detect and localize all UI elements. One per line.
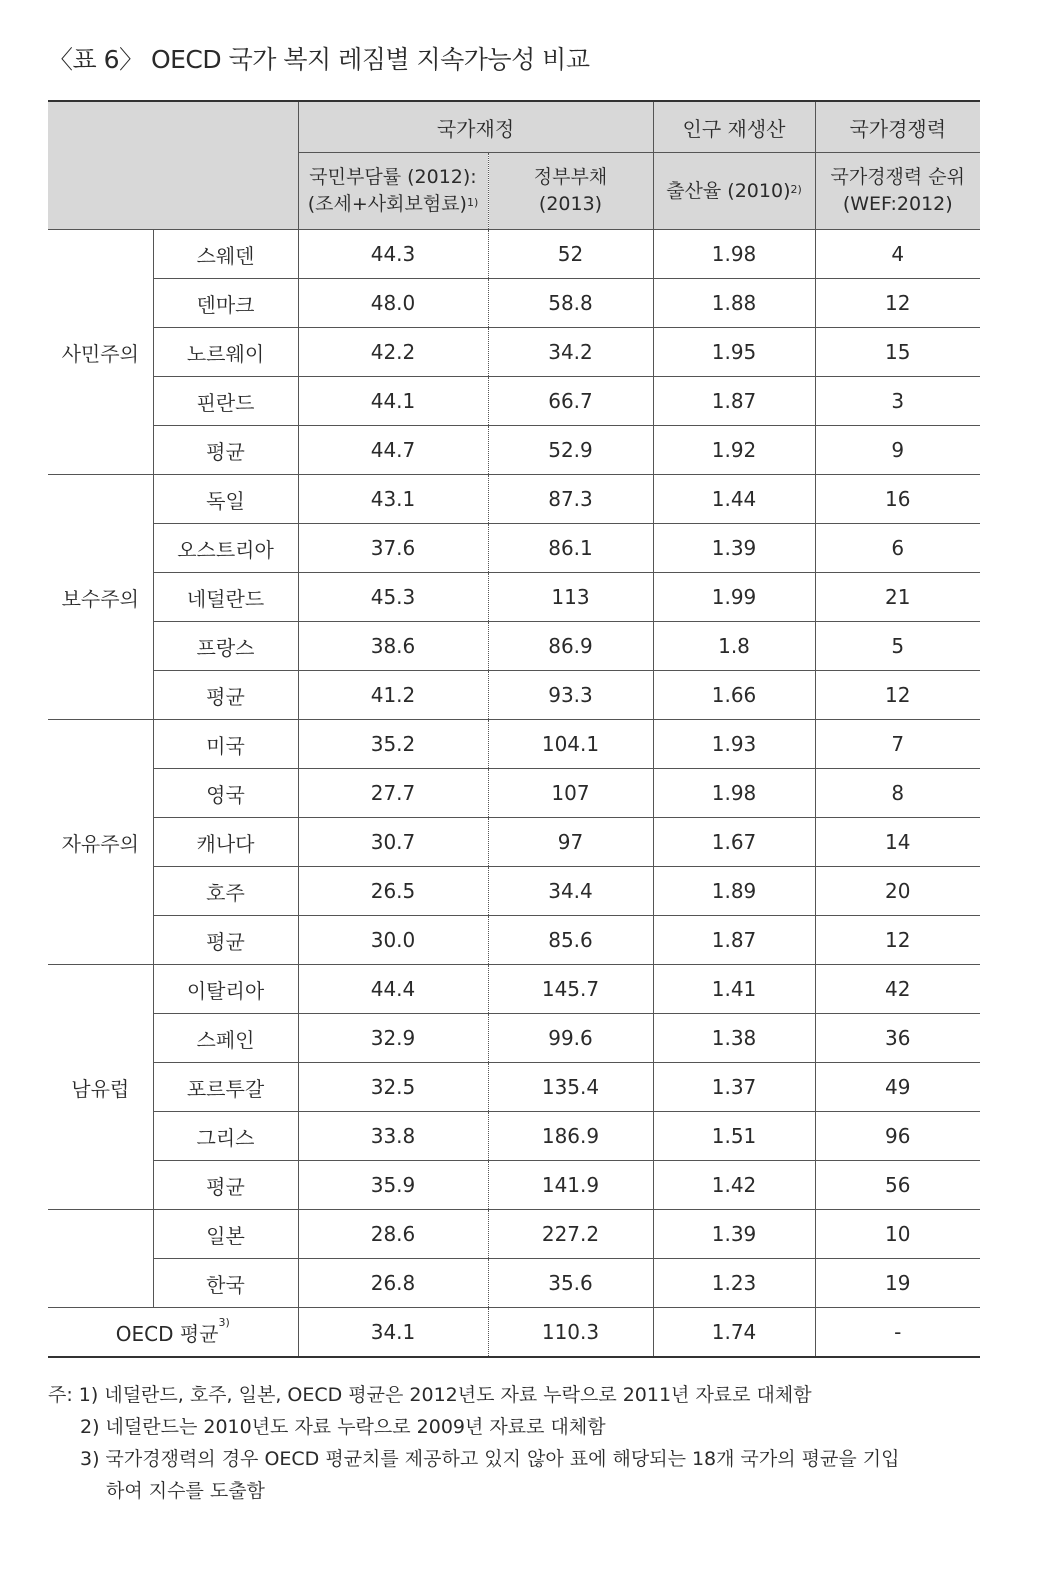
debt-cell: 86.9 <box>488 622 653 671</box>
debt-cell: 34.2 <box>488 328 653 377</box>
debt-cell: 52 <box>488 230 653 279</box>
birth-cell: 1.93 <box>653 720 815 769</box>
birth-cell: 1.51 <box>653 1112 815 1161</box>
header-birth <box>653 153 815 230</box>
header-corner <box>48 101 298 230</box>
burden-cell: 33.8 <box>298 1112 488 1161</box>
debt-cell: 87.3 <box>488 475 653 524</box>
debt-cell: 86.1 <box>488 524 653 573</box>
debt-cell: 113 <box>488 573 653 622</box>
birth-cell: 1.99 <box>653 573 815 622</box>
birth-cell: 1.8 <box>653 622 815 671</box>
burden-cell: 27.7 <box>298 769 488 818</box>
burden-cell: 30.0 <box>298 916 488 965</box>
rank-cell: 56 <box>815 1161 980 1210</box>
birth-cell: 1.42 <box>653 1161 815 1210</box>
birth-cell: 1.98 <box>653 769 815 818</box>
burden-cell: 44.4 <box>298 965 488 1014</box>
table-row <box>48 573 980 622</box>
birth-cell: 1.88 <box>653 279 815 328</box>
rank-cell: 21 <box>815 573 980 622</box>
birth-cell: 1.44 <box>653 475 815 524</box>
table-row <box>48 720 980 769</box>
regime-group-label: 자유주의 <box>48 720 153 965</box>
burden-cell: 41.2 <box>298 671 488 720</box>
country-cell: 스페인 <box>153 1014 298 1063</box>
debt-cell: 135.4 <box>488 1063 653 1112</box>
burden-cell: 26.5 <box>298 867 488 916</box>
burden-cell: 35.9 <box>298 1161 488 1210</box>
country-cell: 스웨덴 <box>153 230 298 279</box>
header-burden-line1: 국민부담률 (2012): <box>309 166 477 188</box>
table-row <box>48 769 980 818</box>
country-cell: 호주 <box>153 867 298 916</box>
debt-cell: 93.3 <box>488 671 653 720</box>
rank-cell: 7 <box>815 720 980 769</box>
rank-cell: 9 <box>815 426 980 475</box>
rank-cell: 20 <box>815 867 980 916</box>
sustainability-table <box>48 100 980 1358</box>
country-cell: 독일 <box>153 475 298 524</box>
footnote-1: 주: 1) 네덜란드, 호주, 일본, OECD 평균은 2012년도 자료 누락으로 2011년 자료로 대체함 <box>48 1384 812 1406</box>
rank-cell: 3 <box>815 377 980 426</box>
header-rank <box>815 153 980 230</box>
header-population: 인구 재생산 <box>653 101 815 153</box>
country-cell: 평균 <box>153 426 298 475</box>
burden-cell: 44.7 <box>298 426 488 475</box>
table-title: 〈표 6〉 OECD 국가 복지 레짐별 지속가능성 비교 <box>48 45 590 74</box>
birth-cell: 1.38 <box>653 1014 815 1063</box>
rank-cell: 10 <box>815 1210 980 1259</box>
table-row <box>48 475 980 524</box>
table-row <box>48 1210 980 1259</box>
rank-cell: 15 <box>815 328 980 377</box>
birth-cell: 1.98 <box>653 230 815 279</box>
rank-cell: 49 <box>815 1063 980 1112</box>
birth-cell: 1.39 <box>653 1210 815 1259</box>
birth-cell: 1.37 <box>653 1063 815 1112</box>
header-burden-line2: (조세+사회보험료) <box>307 193 467 215</box>
table-row <box>48 965 980 1014</box>
table-row <box>48 867 980 916</box>
debt-cell: 52.9 <box>488 426 653 475</box>
burden-cell: 35.2 <box>298 720 488 769</box>
burden-cell: 42.2 <box>298 328 488 377</box>
oecd-burden-cell: 34.1 <box>298 1308 488 1358</box>
debt-cell: 85.6 <box>488 916 653 965</box>
country-cell: 네덜란드 <box>153 573 298 622</box>
footnotes <box>48 1379 988 1507</box>
table-row <box>48 524 980 573</box>
table-row <box>48 279 980 328</box>
rank-cell: 16 <box>815 475 980 524</box>
footnote-marker-2: 2) <box>790 182 802 196</box>
rank-cell: 42 <box>815 965 980 1014</box>
debt-cell: 141.9 <box>488 1161 653 1210</box>
rank-cell: 12 <box>815 916 980 965</box>
table-row <box>48 1063 980 1112</box>
table-row <box>48 328 980 377</box>
debt-cell: 35.6 <box>488 1259 653 1308</box>
country-cell: 그리스 <box>153 1112 298 1161</box>
debt-cell: 107 <box>488 769 653 818</box>
rank-cell: 36 <box>815 1014 980 1063</box>
header-debt-line2: (2013) <box>538 193 603 215</box>
oecd-label-text: OECD 평균 <box>115 1321 219 1346</box>
birth-cell: 1.66 <box>653 671 815 720</box>
rank-cell: 6 <box>815 524 980 573</box>
burden-cell: 32.9 <box>298 1014 488 1063</box>
regime-group-label: 남유럽 <box>48 965 153 1210</box>
rank-cell: 5 <box>815 622 980 671</box>
regime-group-label: 사민주의 <box>48 230 153 475</box>
debt-cell: 227.2 <box>488 1210 653 1259</box>
rank-cell: 4 <box>815 230 980 279</box>
country-cell: 핀란드 <box>153 377 298 426</box>
oecd-birth-cell: 1.74 <box>653 1308 815 1358</box>
country-cell: 미국 <box>153 720 298 769</box>
table-row <box>48 377 980 426</box>
header-rank-line1: 국가경쟁력 순위 <box>830 166 966 188</box>
burden-cell: 30.7 <box>298 818 488 867</box>
birth-cell: 1.41 <box>653 965 815 1014</box>
header-debt-line1: 정부부채 <box>533 166 608 188</box>
birth-cell: 1.87 <box>653 916 815 965</box>
rank-cell: 96 <box>815 1112 980 1161</box>
regime-group-label: 보수주의 <box>48 475 153 720</box>
footnote-marker-1: 1) <box>466 196 479 209</box>
oecd-debt-cell: 110.3 <box>488 1308 653 1358</box>
birth-cell: 1.89 <box>653 867 815 916</box>
header-competitiveness: 국가경쟁력 <box>815 101 980 153</box>
burden-cell: 43.1 <box>298 475 488 524</box>
debt-cell: 34.4 <box>488 867 653 916</box>
burden-cell: 28.6 <box>298 1210 488 1259</box>
country-cell: 평균 <box>153 916 298 965</box>
footnote-marker-3: 3) <box>218 1315 230 1329</box>
country-cell: 평균 <box>153 1161 298 1210</box>
debt-cell: 99.6 <box>488 1014 653 1063</box>
debt-cell: 58.8 <box>488 279 653 328</box>
table-row <box>48 622 980 671</box>
table-row <box>48 818 980 867</box>
footnote-3-cont: 하여 지수를 도출함 <box>106 1480 265 1502</box>
oecd-average-row <box>48 1308 980 1358</box>
country-cell: 포르투갈 <box>153 1063 298 1112</box>
table-row <box>48 1112 980 1161</box>
country-cell: 일본 <box>153 1210 298 1259</box>
debt-cell: 97 <box>488 818 653 867</box>
table-row <box>48 1259 980 1308</box>
header-burden <box>298 153 488 230</box>
rank-cell: 12 <box>815 671 980 720</box>
burden-cell: 32.5 <box>298 1063 488 1112</box>
burden-cell: 48.0 <box>298 279 488 328</box>
country-cell: 평균 <box>153 671 298 720</box>
header-debt <box>488 153 653 230</box>
rank-cell: 8 <box>815 769 980 818</box>
burden-cell: 44.1 <box>298 377 488 426</box>
table-row <box>48 230 980 279</box>
birth-cell: 1.87 <box>653 377 815 426</box>
birth-cell: 1.39 <box>653 524 815 573</box>
table-row <box>48 1014 980 1063</box>
oecd-rank-cell: - <box>815 1308 980 1358</box>
country-cell: 프랑스 <box>153 622 298 671</box>
rank-cell: 14 <box>815 818 980 867</box>
table-row <box>48 916 980 965</box>
table-body <box>48 230 980 1358</box>
burden-cell: 37.6 <box>298 524 488 573</box>
country-cell: 영국 <box>153 769 298 818</box>
country-cell: 오스트리아 <box>153 524 298 573</box>
debt-cell: 186.9 <box>488 1112 653 1161</box>
table-row <box>48 426 980 475</box>
debt-cell: 104.1 <box>488 720 653 769</box>
birth-cell: 1.92 <box>653 426 815 475</box>
table-row <box>48 671 980 720</box>
oecd-average-label <box>48 1308 298 1358</box>
table-header <box>48 101 980 230</box>
table-row <box>48 1161 980 1210</box>
burden-cell: 44.3 <box>298 230 488 279</box>
burden-cell: 45.3 <box>298 573 488 622</box>
header-rank-line2: (WEF:2012) <box>842 193 953 215</box>
birth-cell: 1.67 <box>653 818 815 867</box>
debt-cell: 145.7 <box>488 965 653 1014</box>
birth-cell: 1.23 <box>653 1259 815 1308</box>
footnote-3: 3) 국가경쟁력의 경우 OECD 평균치를 제공하고 있지 않아 표에 해당되는 18개 국가의 평균을 기입 <box>80 1448 900 1470</box>
rank-cell: 19 <box>815 1259 980 1308</box>
burden-cell: 38.6 <box>298 622 488 671</box>
rank-cell: 12 <box>815 279 980 328</box>
header-finance: 국가재정 <box>298 101 653 153</box>
country-cell: 노르웨이 <box>153 328 298 377</box>
header-birth-label: 출산율 (2010) <box>666 179 791 202</box>
country-cell: 덴마크 <box>153 279 298 328</box>
burden-cell: 26.8 <box>298 1259 488 1308</box>
birth-cell: 1.95 <box>653 328 815 377</box>
country-cell: 캐나다 <box>153 818 298 867</box>
footnote-2: 2) 네덜란드는 2010년도 자료 누락으로 2009년 자료로 대체함 <box>80 1416 606 1438</box>
regime-group-label <box>48 1210 153 1308</box>
country-cell: 이탈리아 <box>153 965 298 1014</box>
debt-cell: 66.7 <box>488 377 653 426</box>
country-cell: 한국 <box>153 1259 298 1308</box>
